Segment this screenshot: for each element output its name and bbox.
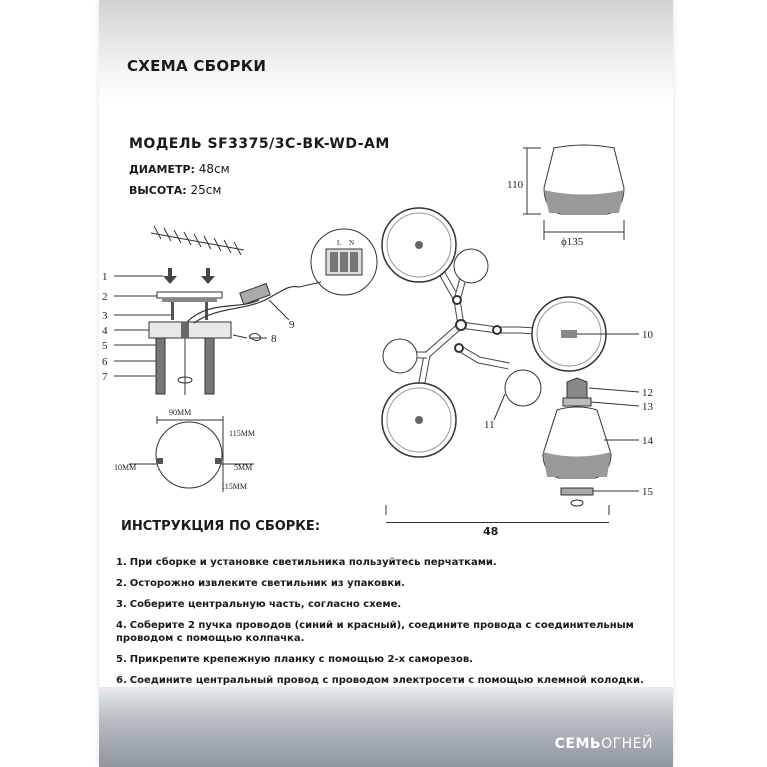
callout-12: 12 <box>642 387 653 399</box>
width-dimension-line <box>386 522 609 523</box>
mount-height-top-label: 115MM <box>229 429 255 438</box>
page-title: СХЕМА СБОРКИ <box>127 57 267 75</box>
footer-band <box>99 687 673 767</box>
brand-bold: СЕМЬ <box>554 736 602 752</box>
instructions-title: ИНСТРУКЦИЯ ПО СБОРКЕ: <box>121 519 321 534</box>
brand-logo <box>555 736 653 752</box>
callout-14: 14 <box>642 435 653 447</box>
callout-11: 11 <box>484 419 495 431</box>
assembly-sheet <box>99 0 673 767</box>
callout-7: 7 <box>102 371 108 383</box>
step-4: 4. Соберите 2 пучка проводов (синий и красный), соедините провода с соединительным проводом с помощью колпачка. <box>116 620 634 644</box>
shade-height-label: 110 <box>507 179 524 191</box>
callout-10: 10 <box>642 329 653 341</box>
callout-9: 9 <box>289 319 295 331</box>
callout-1: 1 <box>102 271 108 283</box>
terminal-label-n: N <box>349 239 355 247</box>
shade-diameter-label: ϕ135 <box>561 236 584 248</box>
height-label: ВЫСОТА: <box>129 184 187 197</box>
assembly-diagram <box>99 140 673 515</box>
mount-width-label: 90MM <box>169 408 192 417</box>
width-dimension <box>386 505 609 515</box>
callout-4: 4 <box>102 325 108 337</box>
terminal-label-l: L <box>337 239 342 247</box>
callout-3: 3 <box>102 310 108 322</box>
step-6: 6. Соедините центральный провод с проводом электросети с помощью клемной колодки. <box>116 675 644 686</box>
step-5: 5. Прикрепите крепежную планку с помощью 2-х саморезов. <box>116 654 474 665</box>
bracket-plate <box>162 298 217 302</box>
header-band <box>99 0 673 101</box>
mount-gap-label: 5MM <box>234 463 253 472</box>
mount-height-bottom-label: 115MM <box>221 482 247 491</box>
terminal-block <box>299 229 377 295</box>
shade-detail <box>507 145 624 248</box>
ceiling-hatch <box>151 226 244 255</box>
step-2: 2. Осторожно извлеките светильник из упаковки. <box>116 578 405 589</box>
height-value: 25см <box>190 183 222 197</box>
diameter-value: 48см <box>198 162 230 176</box>
shade-exploded <box>543 378 611 506</box>
model-name: МОДЕЛЬ SF3375/3C-BK-WD-AM <box>129 136 390 152</box>
callout-6: 6 <box>102 356 108 368</box>
brand-light: ОГНЕЙ <box>601 736 653 752</box>
callout-2: 2 <box>102 291 108 303</box>
screw-anchors <box>163 268 215 284</box>
step-1: 1. При сборке и установке светильника пользуйтесь перчатками. <box>116 557 497 568</box>
callout-5: 5 <box>102 340 108 352</box>
callout-15: 15 <box>642 486 653 498</box>
mount-left-label: 10MM <box>114 463 137 472</box>
callout-13: 13 <box>642 401 653 413</box>
diameter-label: ДИАМЕТР: <box>129 163 195 176</box>
step-3: 3. Соберите центральную часть, согласно схеме. <box>116 599 402 610</box>
fixture-width-label: 48 <box>483 525 499 538</box>
mount-dimension-view <box>114 408 255 492</box>
callout-8: 8 <box>271 333 277 345</box>
mounting-bracket <box>157 292 222 298</box>
canopy-assembly <box>149 322 261 395</box>
instruction-steps <box>116 556 666 695</box>
